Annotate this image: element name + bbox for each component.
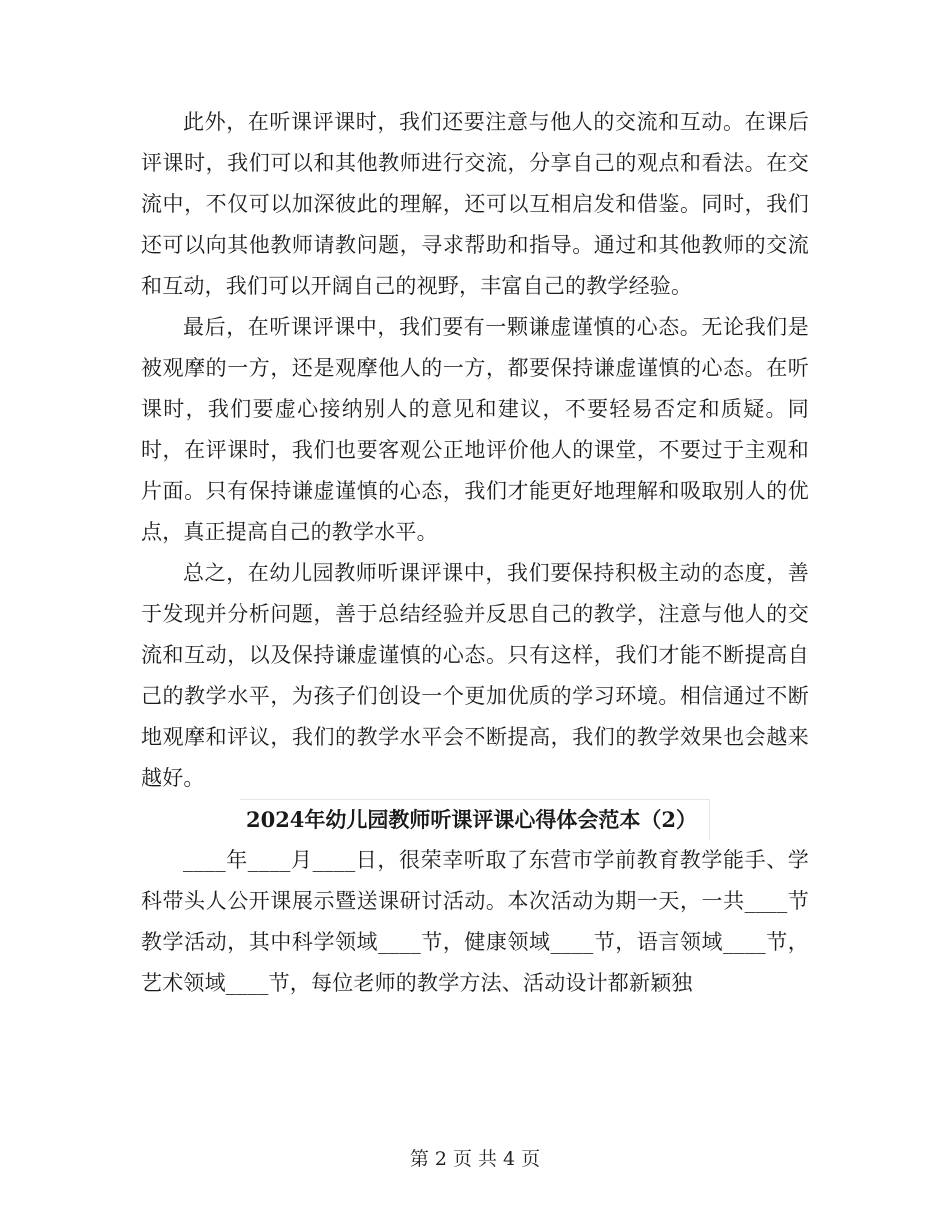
- page-footer: 第 2 页 共 4 页: [409, 1148, 541, 1170]
- document-body: [141, 102, 809, 1004]
- paragraph-conclusion: 总之，在幼儿园教师听课评课中，我们要保持积极主动的态度，善于发现并分析问题，善于总结经验并反思自己的教学，注意与他人的交流和互动，以及保持谦虚谨慎的心态。只有这样，我们才能不断提高自己的教学水平，为孩子们创设一个更加优质的学习环境。相信通过不断地观摩和评议，我们的教学水平会不断提高，我们的教学效果也会越来越好。: [141, 561, 809, 790]
- paragraph-event-intro: ____年____月____日，很荣幸听取了东营市学前教育教学能手、学科带头人公开课展示暨送课研讨活动。本次活动为期一天，一共____节教学活动，其中科学领域____节，健康领域____节，语言领域____节，艺术领域____节，每位老师的教学方法、活动设计都新颖独: [141, 848, 809, 995]
- section-heading: [141, 799, 809, 840]
- paragraph-humble-attitude: 最后，在听课评课中，我们要有一颗谦虚谨慎的心态。无论我们是被观摩的一方，还是观摩他人的一方，都要保持谦虚谨慎的心态。在听课时，我们要虚心接纳别人的意见和建议，不要轻易否定和质疑。同时，在评课时，我们也要客观公正地评价他人的课堂，不要过于主观和片面。只有保持谦虚谨慎的心态，我们才能更好地理解和吸取别人的优点，真正提高自己的教学水平。: [141, 315, 809, 544]
- paragraph-communication: 此外，在听课评课时，我们还要注意与他人的交流和互动。在课后评课时，我们可以和其他教师进行交流，分享自己的观点和看法。在交流中，不仅可以加深彼此的理解，还可以互相启发和借鉴。同时，我们还可以向其他教师请教问题，寻求帮助和指导。通过和其他教师的交流和互动，我们可以开阔自己的视野，丰富自己的教学经验。: [141, 110, 809, 298]
- section-heading-text: 2024年幼儿园教师听课评课心得体会范本（2）: [240, 799, 710, 840]
